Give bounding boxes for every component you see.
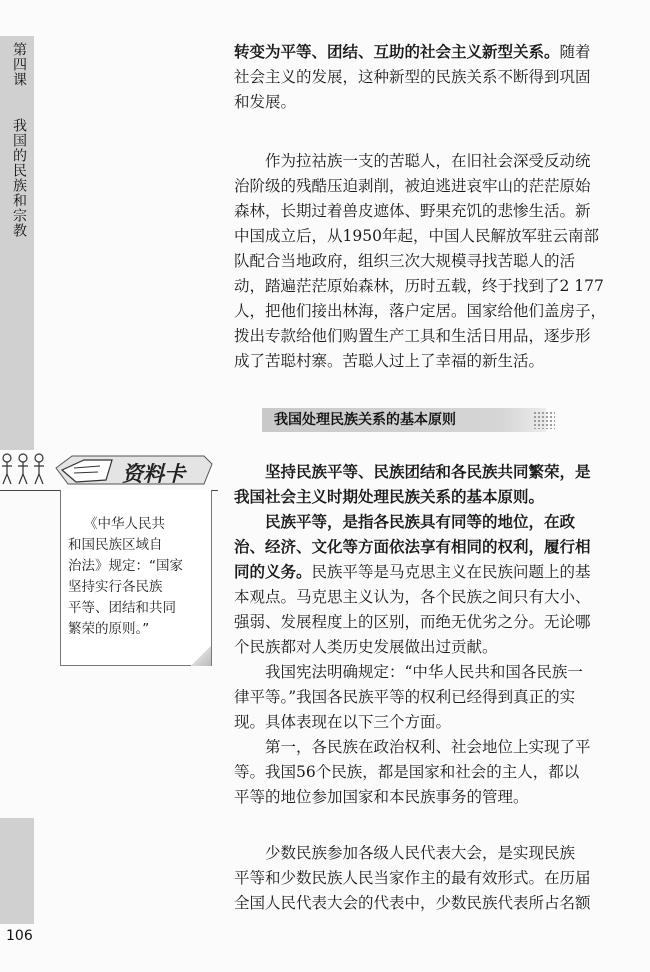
text-line: 拨出专款给他们购置生产工具和生活日用品，逐步形 xyxy=(234,327,591,345)
paragraph-representation xyxy=(234,841,632,916)
text-line xyxy=(234,635,632,660)
text-line: 全国人民代表大会的代表中，少数民族代表所占名额 xyxy=(234,894,591,912)
heading-dot-pattern xyxy=(533,411,555,429)
text-line xyxy=(234,585,632,610)
body-text: 随着 xyxy=(559,43,591,61)
card-line: 平等、团结和共同 xyxy=(68,600,176,616)
body-text: 律平等。”我国各民族平等的权利已经得到真正的实 xyxy=(234,688,576,706)
text-line xyxy=(234,485,632,510)
body-text: 现。具体表现在以下三个方面。 xyxy=(234,713,452,731)
body-text: 本观点。马克思主义认为，各个民族之间只有大小、 xyxy=(234,588,591,606)
text-line: 队配合当地政府，组织三次大规模寻找苦聪人的活 xyxy=(234,252,576,270)
body-text: 等。我国56个民族，都是国家和社会的主人，都以 xyxy=(234,763,580,781)
lesson-title: 我国的民族和宗教 xyxy=(11,118,27,238)
body-text: 强弱、发展程度上的区别，而绝无优劣之分。无论哪 xyxy=(234,613,591,631)
paragraph-1 xyxy=(234,40,632,115)
card-title: 资料卡 xyxy=(122,461,185,486)
emphasis-text: 治、经济、文化等方面依法享有相同的权利，履行相 xyxy=(234,538,591,556)
lesson-number: 第四课 xyxy=(11,42,27,87)
text-line: 森林，长期过着兽皮遮体、野果充饥的悲惨生活。新 xyxy=(234,202,591,220)
text-line xyxy=(234,735,632,760)
text-line xyxy=(234,560,632,585)
sidebar-bottom-tab xyxy=(0,818,34,924)
text-line: 少数民族参加各级人民代表大会，是实现民族 xyxy=(265,844,576,862)
text-line: 治阶级的残酷压迫剥削，被迫逃进哀牢山的茫茫原始 xyxy=(234,177,591,195)
text-line: 人，把他们接出林海，落户定居。国家给他们盖房子， xyxy=(234,302,607,320)
body-text: 平等的地位参加国家和本民族事务的管理。 xyxy=(234,788,529,806)
text-line: 平等和少数民族人民当家作主的最有效形式。在历届 xyxy=(234,869,591,887)
emphasis-text: 同的义务。 xyxy=(234,563,312,581)
card-line: 繁荣的原则。” xyxy=(68,621,150,637)
text-line xyxy=(234,660,632,685)
paragraph-principles xyxy=(234,460,632,810)
text-line xyxy=(234,710,632,735)
card-page-fold xyxy=(191,645,211,666)
text-line: 成了苦聪村寨。苦聪人过上了幸福的新生活。 xyxy=(234,352,545,370)
text-line: 作为拉祜族一支的苦聪人，在旧社会深受反动统 xyxy=(265,152,591,170)
text-line xyxy=(234,460,632,485)
text-line xyxy=(234,40,632,65)
text-line xyxy=(234,760,632,785)
text-line xyxy=(234,65,632,90)
body-text: 第一，各民族在政治权利、社会地位上实现了平 xyxy=(265,738,591,756)
paragraph-story xyxy=(234,149,632,374)
card-line: 坚持实行各民族 xyxy=(68,579,163,595)
emphasis-text: 我国社会主义时期处理民族关系的基本原则。 xyxy=(234,488,545,506)
body-text: 和发展。 xyxy=(234,93,297,111)
text-line xyxy=(234,610,632,635)
card-line: 和国民族区域自 xyxy=(68,537,163,553)
body-text: 个民族都对人类历史发展做出过贡献。 xyxy=(234,638,498,656)
card-line: 《中华人民共 xyxy=(84,516,165,532)
sidebar-tab xyxy=(0,36,34,450)
body-text: 社会主义的发展，这种新型的民族关系不断得到巩固 xyxy=(234,68,591,86)
text-line xyxy=(234,785,632,810)
page-number: 106 xyxy=(6,928,33,944)
text-line xyxy=(234,535,632,560)
text-line: 中国成立后，从1950年起，中国人民解放军驻云南部 xyxy=(234,227,599,245)
text-line: 动，踏遍茫茫原始森林，历时五载，终于找到了2 177 xyxy=(234,277,604,295)
emphasis-text: 坚持民族平等、民族团结和各民族共同繁荣，是 xyxy=(265,463,591,481)
section-heading: 我国处理民族关系的基本原则 xyxy=(262,408,546,432)
people-illustration xyxy=(0,452,46,486)
text-line xyxy=(234,510,632,535)
emphasis-text: 转变为平等、团结、互助的社会主义新型关系。 xyxy=(234,43,560,61)
card-line: 治法》规定：“国家 xyxy=(68,558,183,574)
body-text: 我国宪法明确规定：“中华人民共和国各民族一 xyxy=(265,663,583,681)
card-text xyxy=(68,514,208,640)
text-line xyxy=(234,90,632,115)
emphasis-text: 民族平等，是指各民族具有同等的地位，在政 xyxy=(265,513,576,531)
text-line xyxy=(234,685,632,710)
body-text: 民族平等是马克思主义在民族问题上的基 xyxy=(311,563,591,581)
